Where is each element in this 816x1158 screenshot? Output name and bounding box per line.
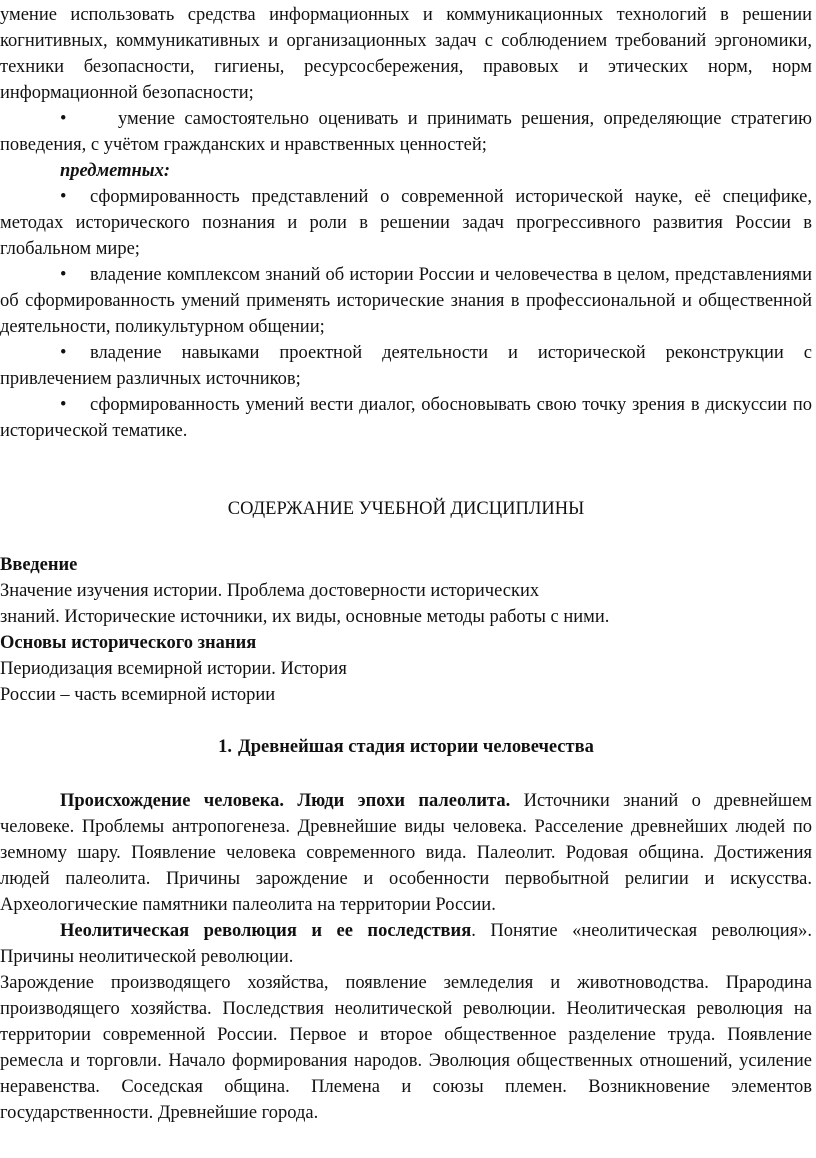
bullet-text: сформированность умений вести диалог, обосновывать свою точку зрения в дискуссии по исторической тематике. bbox=[0, 395, 812, 441]
bullet-item-knowledge bbox=[0, 262, 812, 340]
intro-line-2: знаний. Исторические источники, их виды, основные методы работы с ними. bbox=[0, 607, 610, 627]
section-1-title bbox=[0, 734, 812, 760]
paragraph-body: Источники знаний о древнейшем человеке. Проблемы антропогенеза. Древнейшие виды человека. Расселение древнейших людей по земному шару. Появление человека современного вида. Палеолит. Родовая община. Достижения людей палеолита. Причины зарождение и особенности первобытной религии и искусства. Археологические памятники палеолита на территории России. bbox=[0, 791, 812, 915]
content-title: СОДЕРЖАНИЕ УЧЕБНОЙ ДИСЦИПЛИНЫ bbox=[227, 499, 585, 519]
bullet-item-representations bbox=[0, 184, 812, 262]
bullet-icon: • bbox=[60, 265, 67, 285]
bullet-text: владение комплексом знаний об истории России и человечества в целом, представлениями об сформированность умений применять исторические знания в профессиональной и общественной деятельности, поликультурном общении; bbox=[0, 265, 812, 337]
paragraph-neolithic bbox=[0, 918, 812, 970]
bullet-icon: • bbox=[60, 187, 67, 207]
basics-line-1: Периодизация всемирной истории. История bbox=[0, 659, 347, 679]
section-number: 1. bbox=[218, 737, 233, 757]
paragraph-body: . Понятие «неолитическая революция». Причины неолитической революции. bbox=[0, 921, 812, 967]
bullet-icon: • bbox=[60, 395, 67, 415]
subheading-subject: предметных: bbox=[60, 161, 171, 181]
basics-heading: Основы исторического знания bbox=[0, 633, 257, 653]
paragraph-paleolithic bbox=[0, 788, 812, 918]
bullet-icon: • bbox=[60, 109, 67, 129]
bullet-text: сформированность представлений о современной исторической науке, её специфике, методах исторического познания и роли в решении задач прогрессивного развития России в глобальном мире; bbox=[0, 187, 812, 259]
bullet-text: умение самостоятельно оценивать и принимать решения, определяющие стратегию поведения, с учётом гражданских и нравственных ценностей; bbox=[0, 109, 812, 155]
intro-line-1: Значение изучения истории. Проблема достоверности исторических bbox=[0, 581, 540, 601]
bullet-item-project-skills bbox=[0, 340, 812, 392]
bullet-icon: • bbox=[60, 343, 67, 363]
paragraph-production-economy: Зарождение производящего хозяйства, появление земледелия и животноводства. Прародина производящего хозяйства. Последствия неолитической революции. Неолитическая революция на территории современной России. Первое и второе общественное разделение труда. Появление ремесла и торговли. Начало формирования народов. Эволюция общественных отношений, усиление неравенства. Соседская община. Племена и союзы племен. Возникновение элементов государственности. Древнейшие города. bbox=[0, 973, 812, 1123]
bullet-text: владение навыками проектной деятельности и исторической реконструкции с привлечением различных источников; bbox=[0, 343, 812, 389]
bullet-item-decisions bbox=[0, 106, 812, 158]
paragraph-ict-skills: умение использовать средства информационных и коммуникационных технологий в решении когнитивных, коммуникативных и организационных задач с соблюдением требований эргономики, техники безопасности, гигиены, ресурсосбережения, правовых и этических норм, норм информационной безопасности; bbox=[0, 5, 812, 103]
intro-heading: Введение bbox=[0, 555, 78, 575]
section-title-text: Древнейшая стадия истории человечества bbox=[238, 737, 594, 757]
basics-line-2: России – часть всемирной истории bbox=[0, 685, 276, 705]
paragraph-bold-lead: Неолитическая революция и ее последствия bbox=[60, 921, 472, 941]
paragraph-bold-lead: Происхождение человека. Люди эпохи палеолита. bbox=[60, 791, 511, 811]
bullet-item-dialog bbox=[0, 392, 812, 444]
